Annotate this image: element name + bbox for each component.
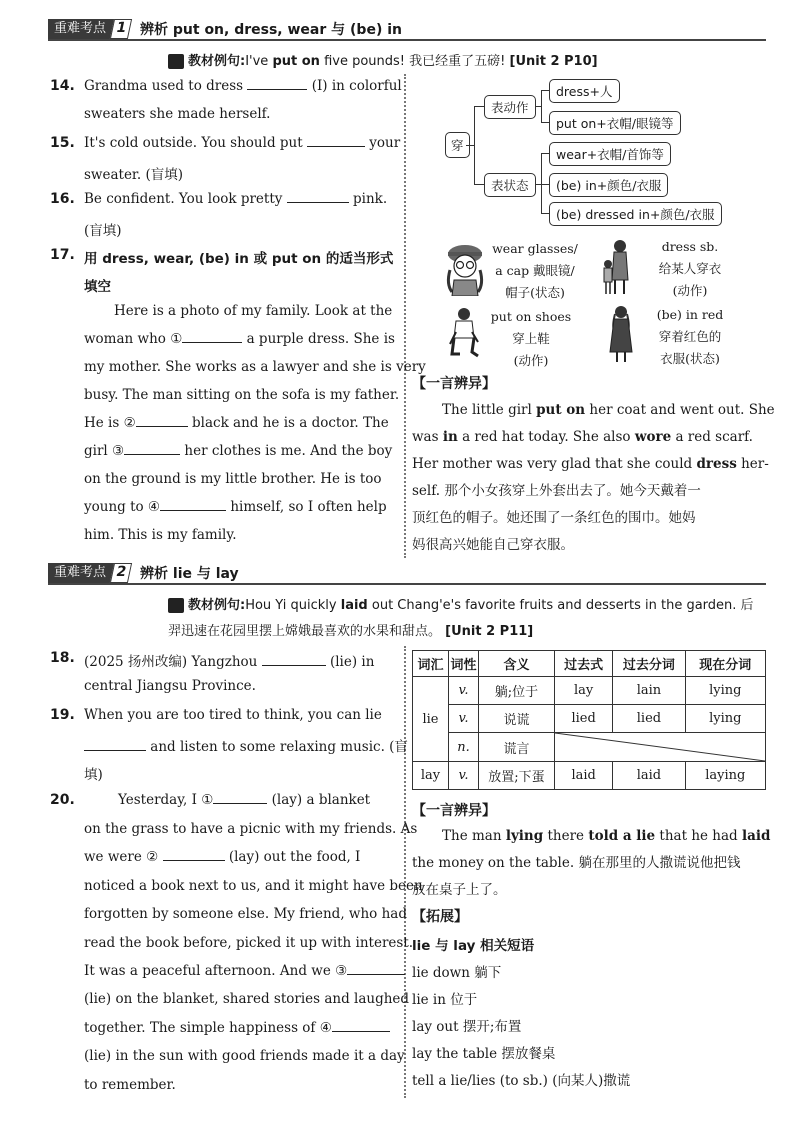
answer-blank[interactable] [124, 443, 180, 455]
yiyan-paragraph: The little girl put on her coat and went out. She was in a red hat today. She also wore a red scarf. Her mother was very glad that she could dress her- self. 那个小女孩穿上外套出去了。她今天戴着一 顶红色的帽子。她还围了一条红色的围巾。她妈 妈很高兴她能自己穿衣服。 [412, 402, 775, 553]
q17-text: Here is a photo of my family. Look at the [114, 303, 393, 319]
section-rule [48, 583, 766, 585]
section2-example-line2: 羿迅速在花园里摆上嫦娥最喜欢的水果和甜点。 [Unit 2 P11] [168, 624, 534, 639]
answer-blank[interactable] [136, 415, 188, 427]
phrase-item: lay the table 摆放餐桌 [412, 1046, 556, 1062]
question-number: 17. [50, 247, 75, 263]
mindmap-connector [541, 90, 549, 91]
q18-line1: (2025 扬州改编) Yangzhou (lie) in [84, 654, 375, 670]
mindmap-action-1: dress+人 [549, 79, 620, 103]
question-number: 20. [50, 792, 75, 808]
q16-line2: (盲填) [84, 223, 122, 239]
answer-blank[interactable] [332, 1020, 390, 1032]
mindmap-state-3: (be) dressed in+颜色/衣服 [549, 202, 722, 226]
phrase-item: tell a lie/lies (to sb.) (向某人)撒谎 [412, 1073, 631, 1089]
question-number: 16. [50, 191, 75, 207]
mindmap-state-1: wear+衣帽/首饰等 [549, 142, 671, 166]
empty-diagonal-cell [555, 733, 766, 762]
phrase-item: lay out 摆开;布置 [412, 1019, 522, 1035]
mindmap-connector [474, 184, 484, 185]
q19-line3: 填) [84, 767, 103, 783]
q15-line1: It's cold outside. You should put your [84, 135, 401, 151]
q17-text: young to ④ himself, so I often help [84, 499, 387, 515]
q20-text: together. The simple happiness of ④ [84, 1020, 390, 1036]
section-number: 2 [110, 563, 132, 583]
answer-blank[interactable] [287, 191, 349, 203]
yiyan-heading: 【一言辨异】 [412, 376, 496, 392]
section2-example: 教材例句:Hou Yi quickly laid out Chang'e's favorite fruits and desserts in the garden. 后 [168, 594, 754, 613]
mindmap-connector [466, 145, 475, 146]
question-number: 14. [50, 78, 75, 94]
mindmap-root: 穿 [445, 132, 470, 158]
book-icon [168, 54, 184, 66]
q17-text: He is ② black and he is a doctor. The [84, 415, 389, 431]
q14-line1: Grandma used to dress (I) in colorful [84, 78, 402, 94]
mindmap-connector [541, 153, 549, 154]
pic-caption-put-on: put on shoes 穿上鞋 (动作) [490, 309, 572, 368]
q20-text: read the book before, picked it up with interest. [84, 935, 414, 951]
mindmap-action-2: put on+衣帽/眼镜等 [549, 111, 681, 135]
pic-caption-dress: dress sb. 给某人穿衣 (动作) [658, 239, 722, 298]
q20-text: (lie) in the sun with good friends made it a day [84, 1048, 405, 1064]
q15-line2: sweater. (盲填) [84, 167, 184, 183]
q18-line2: central Jiangsu Province. [84, 678, 256, 694]
q17-text: him. This is my family. [84, 527, 237, 543]
column-divider [404, 74, 406, 558]
question-number: 19. [50, 707, 75, 723]
lie-lay-table [412, 650, 766, 790]
q20-text: forgotten by someone else. My friend, who had [84, 906, 407, 922]
pic-caption-be-in: (be) in red 穿着红色的 衣服(状态) [656, 307, 724, 366]
yiyan-paragraph: The man lying there told a lie that he had laid the money on the table. 躺在那里的人撒谎说他把钱 放在桌子上了。 [412, 828, 771, 898]
table-row: lie v. 躺;位于 lay lain lying [413, 677, 766, 705]
q20-text: (lie) on the blanket, shared stories and laughed [84, 991, 410, 1007]
mindmap-connector [541, 153, 542, 213]
question-number: 15. [50, 135, 75, 151]
q14-line2: sweaters she made herself. [84, 106, 271, 122]
answer-blank[interactable] [182, 331, 242, 343]
phrase-item: lie in 位于 [412, 992, 478, 1008]
mindmap-connector [536, 106, 542, 107]
q17-instruction: 用 dress, wear, (be) in 或 put on 的适当形式 [84, 251, 394, 267]
section-number: 1 [110, 19, 132, 39]
book-icon [168, 598, 184, 610]
column-divider [404, 646, 406, 1098]
q20-text: noticed a book next to us, and it might have been [84, 878, 423, 894]
section-title: 辨析 lie 与 lay [140, 566, 239, 582]
q20-text: we were ② (lay) out the food, I [84, 849, 361, 865]
q17-text: girl ③ her clothes is me. And the boy [84, 443, 393, 459]
table-header-row: 词汇 词性 含义 过去式 过去分词 现在分词 [413, 651, 766, 677]
q16-line1: Be confident. You look pretty pink. [84, 191, 388, 207]
section-title: 辨析 put on, dress, wear 与 (be) in [140, 22, 402, 38]
answer-blank[interactable] [262, 654, 326, 666]
mindmap-state: 表状态 [484, 173, 536, 197]
yiyan-heading: 【一言辨异】 [412, 803, 496, 819]
girl-with-glasses-illustration [440, 240, 490, 296]
q17-text: on the ground is my little brother. He is too [84, 471, 382, 487]
expand-title: lie 与 lay 相关短语 [412, 938, 535, 954]
phrase-item: lie down 躺下 [412, 965, 502, 981]
q17-text: busy. The man sitting on the sofa is my father. [84, 387, 400, 403]
answer-blank[interactable] [247, 78, 307, 90]
answer-blank[interactable] [347, 963, 405, 975]
boy-putting-on-shoes-illustration [446, 306, 482, 362]
section-tag: 重难考点 [48, 563, 114, 583]
mindmap-state-2: (be) in+颜色/衣服 [549, 173, 668, 197]
q20-text: Yesterday, I ① (lay) a blanket [118, 792, 371, 808]
mindmap-connector [474, 106, 484, 107]
table-row: n. 谎言 [413, 733, 766, 762]
mindmap-action: 表动作 [484, 95, 536, 119]
q17-text: woman who ① a purple dress. She is [84, 331, 395, 347]
table-row: v. 说谎 lied lied lying [413, 705, 766, 733]
q17-instruction-2: 填空 [84, 279, 111, 295]
q17-text: my mother. She works as a lawyer and she is very [84, 359, 426, 375]
section1-example: 教材例句:I've put on five pounds! 我已经重了五磅! [Unit 2 P10] [168, 50, 598, 69]
question-number: 18. [50, 650, 75, 666]
q20-text: to remember. [84, 1077, 176, 1093]
section-tag: 重难考点 [48, 19, 114, 39]
girl-in-red-illustration [606, 304, 636, 364]
mindmap-connector [541, 213, 549, 214]
section2-header [48, 562, 239, 584]
pic-caption-wear: wear glasses/ a cap 戴眼镜/ 帽子(状态) [492, 241, 578, 300]
expand-heading: 【拓展】 [412, 909, 468, 925]
q20-text: It was a peaceful afternoon. And we ③ [84, 963, 405, 979]
answer-blank[interactable] [160, 499, 226, 511]
q20-text: on the grass to have a picnic with my friends. As [84, 821, 418, 837]
mindmap-connector [541, 184, 549, 185]
section-rule [48, 39, 766, 41]
answer-blank[interactable] [84, 739, 146, 751]
mother-dressing-child-illustration [600, 238, 634, 296]
table-row: lay v. 放置;下蛋 laid laid laying [413, 762, 766, 790]
q19-line2: and listen to some relaxing music. (盲 [84, 735, 408, 755]
mindmap-connector [541, 122, 549, 123]
section1-header [48, 18, 402, 40]
answer-blank[interactable] [213, 792, 267, 804]
answer-blank[interactable] [163, 849, 225, 861]
q19-line1: When you are too tired to think, you can lie [84, 707, 382, 723]
answer-blank[interactable] [307, 135, 365, 147]
diagonal-line [555, 733, 765, 761]
